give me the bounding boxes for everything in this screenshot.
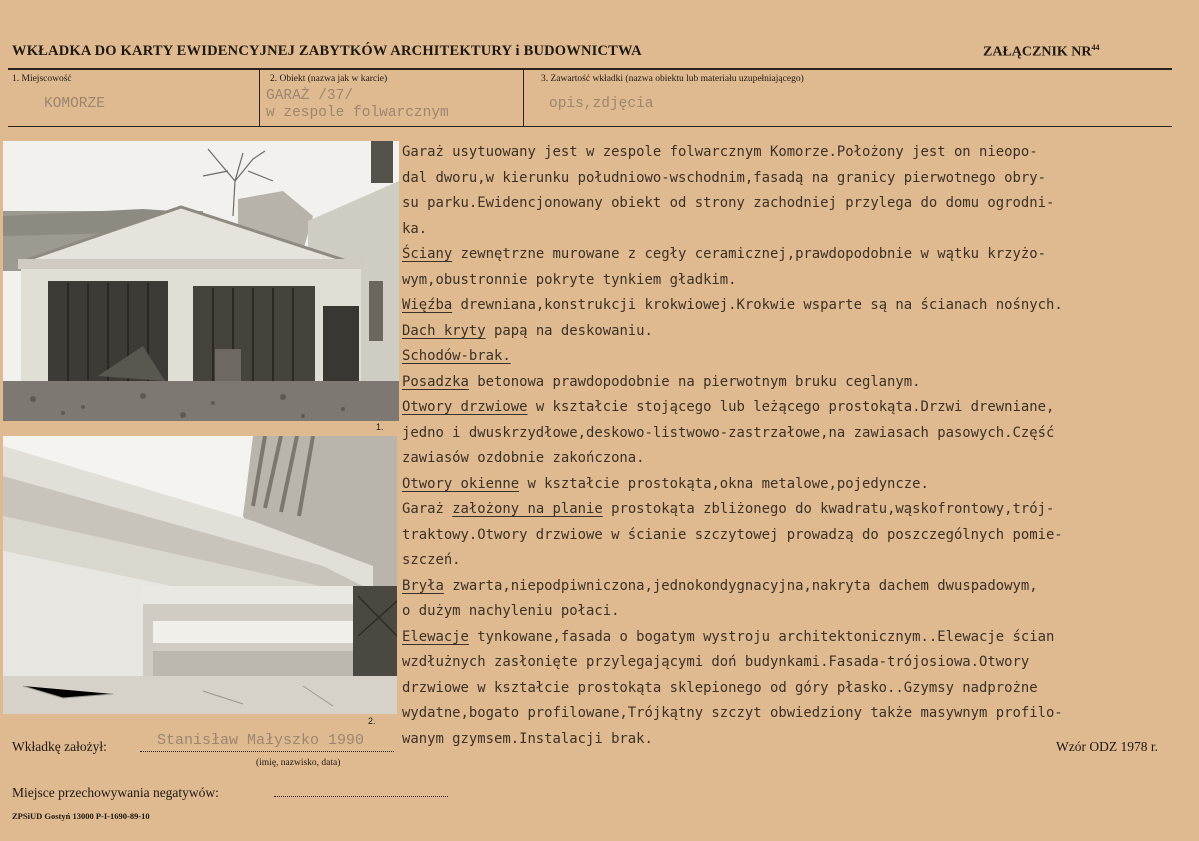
storage-dotted-line bbox=[274, 796, 448, 797]
description-line: wydatne,bogato profilowane,Trójkątny szczyt obwiedziony także masywnym profilo- bbox=[402, 705, 1063, 721]
annex-label-text: ZAŁĄCZNIK NR bbox=[983, 44, 1092, 60]
description-line: Otwory drzwiowe w kształcie stojącego lub leżącego prostokąta.Drzwi drewniane, bbox=[402, 399, 1055, 415]
description-heading: Więźba bbox=[402, 297, 453, 313]
field-divider-2 bbox=[523, 70, 524, 126]
description-line: wym,obustronnie pokryte tynkiem gładkim. bbox=[402, 271, 737, 288]
description-line bbox=[402, 344, 1197, 370]
photo-garage-facade-image bbox=[3, 141, 399, 421]
photo-cornice-detail-image bbox=[3, 436, 397, 714]
photo-cornice-detail bbox=[3, 436, 397, 714]
print-info: ZPSiUD Gostyń 13000 P-I-1690-89-10 bbox=[12, 811, 150, 821]
storage-label: Miejsce przechowywania negatywów: bbox=[12, 785, 219, 800]
description-line: jedno i dwuskrzydłowe,deskowo-listwowo-zastrzałowe,na zawiasach pasowych.Część bbox=[402, 424, 1055, 441]
description-heading: Schodów-brak. bbox=[402, 348, 511, 364]
content-value: opis,zdjęcia bbox=[549, 96, 654, 112]
description-line: Garaż założony na planie prostokąta zbliżonego do kwadratu,wąskofrontowy,trój- bbox=[402, 501, 1055, 517]
description-line: Otwory okienne w kształcie prostokąta,okna metalowe,pojedyncze. bbox=[402, 475, 929, 492]
description-line: wanym gzymsem.Instalacji brak. bbox=[402, 730, 653, 747]
author-value: Stanisław Małyszko 1990 bbox=[157, 732, 365, 749]
content-label: 3. Zawartość wkładki (nazwa obiektu lub materiału uzupełniającego) bbox=[541, 74, 804, 84]
description-line: Bryła zwarta,niepodpiwniczona,jednokondygnacyjna,nakryta dachem dwuspadowym, bbox=[402, 577, 1038, 594]
author-label: Wkładkę założył: bbox=[12, 739, 107, 754]
description-line: Ściany zewnętrzne murowane z cegły ceramicznej,prawdopodobnie w wątku krzyżo- bbox=[402, 246, 1046, 262]
locality-value: KOMORZE bbox=[44, 96, 105, 112]
description-line: Dach kryty papą na deskowaniu. bbox=[402, 322, 653, 339]
object-label: 2. Obiekt (nazwa jak w karcie) bbox=[270, 74, 388, 84]
description-line: traktowy.Otwory drzwiowe w ścianie szczytowej prowadzą do poszczególnych pomie- bbox=[402, 526, 1063, 543]
description-line: Garaż usytuowany jest w zespole folwarcznym Komorze.Położony jest on nieopo- bbox=[402, 144, 1038, 160]
description-line: drzwiowe w kształcie prostokąta sklepionego od góry płasko..Gzymsy nadprożne bbox=[402, 679, 1038, 696]
field-row-rule bbox=[8, 126, 1172, 127]
annex-number: 44 bbox=[1091, 43, 1100, 52]
description-line: dal dworu,w kierunku południowo-wschodnim,fasadą na granicy pierwotnego obry- bbox=[402, 169, 1046, 186]
photo-2-number: 2. bbox=[368, 716, 376, 726]
author-hint: (imię, nazwisko, data) bbox=[256, 758, 341, 768]
locality-label: 1. Miejscowość bbox=[12, 74, 72, 84]
description-heading: Otwory drzwiowe bbox=[402, 399, 528, 415]
field-divider-1 bbox=[259, 70, 260, 126]
object-value-line1: GARAŻ /37/ bbox=[266, 88, 354, 104]
object-description bbox=[402, 140, 1197, 752]
description-line: o dużym nachyleniu połaci. bbox=[402, 603, 620, 619]
description-line: Posadzka betonowa prawdopodobnie na pierwotnym bruku ceglanym. bbox=[402, 373, 921, 390]
photo-garage-facade bbox=[3, 141, 399, 421]
description-heading: Otwory okienne bbox=[402, 475, 520, 492]
description-heading: Bryła bbox=[402, 577, 444, 594]
description-heading: Dach kryty bbox=[402, 322, 486, 339]
annex-label bbox=[983, 43, 1100, 61]
author-dotted-line bbox=[140, 751, 394, 752]
description-line: Elewacje tynkowane,fasada o bogatym wystroju architektonicznym..Elewacje ścian bbox=[402, 628, 1055, 645]
description-heading: Posadzka bbox=[402, 373, 469, 390]
photo-1-number: 1. bbox=[376, 422, 384, 432]
form-title: WKŁADKA DO KARTY EWIDENCYJNEJ ZABYTKÓW ARCHITEKTURY i BUDOWNICTWA bbox=[12, 43, 642, 59]
form-version: Wzór ODZ 1978 r. bbox=[1056, 739, 1158, 754]
object-value-line2: w zespole folwarcznym bbox=[266, 105, 449, 121]
description-line: szczeń. bbox=[402, 552, 461, 568]
description-heading: Elewacje bbox=[402, 628, 469, 645]
description-line: ka. bbox=[402, 220, 428, 237]
description-heading: założony na planie bbox=[452, 501, 603, 517]
description-line: wzdłużnych zasłonięte przylegającymi doń budynkami.Fasada-trójosiowa.Otwory bbox=[402, 654, 1030, 670]
description-line: zawiasów ozdobnie zakończona. bbox=[402, 450, 645, 466]
header-rule bbox=[8, 68, 1172, 70]
description-line: su parku.Ewidencjonowany obiekt od strony zachodniej przylega do domu ogrodni- bbox=[402, 195, 1055, 211]
description-line: Więźba drewniana,konstrukcji krokwiowej.Krokwie wsparte są na ścianach nośnych. bbox=[402, 297, 1063, 313]
description-heading: Ściany bbox=[402, 246, 453, 262]
